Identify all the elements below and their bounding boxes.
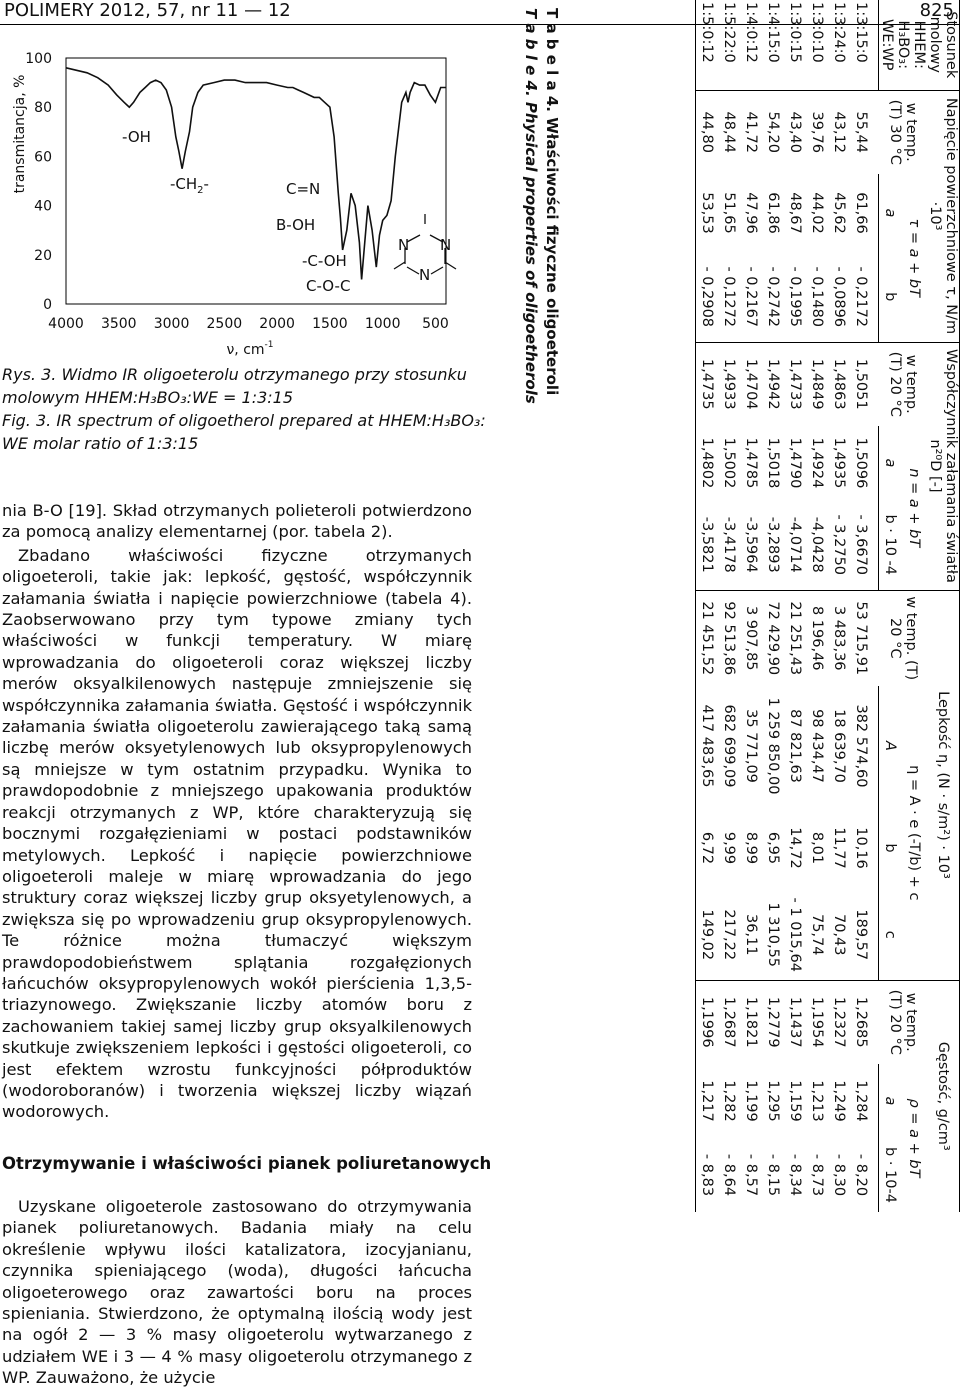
table-cell: 1,249 <box>831 1080 847 1122</box>
temp-visc: w temp. (T) 20 °C <box>879 590 928 686</box>
col-visc-c: c <box>879 890 902 980</box>
row-label: 1:3:0:10 <box>809 2 825 63</box>
table-cell: 72 429,90 <box>762 590 784 686</box>
table-row <box>828 0 850 1212</box>
table-captions <box>520 8 562 404</box>
table-cell: - 8,20 <box>853 1153 869 1197</box>
peak-label-coh: -C-OH <box>302 252 347 270</box>
y-tick-label: 60 <box>34 149 52 166</box>
y-axis-label-group <box>12 75 28 194</box>
table-cell: 1,2779 <box>762 980 784 1064</box>
table-row <box>696 0 719 1212</box>
table-cell: 1,5051 <box>850 342 879 426</box>
table-cell: 8 196,46 <box>806 590 828 686</box>
group-viscosity: Lepkość η, (N · s/m²) · 10³ <box>927 590 960 980</box>
table-cell: 8,99 <box>743 831 759 865</box>
table-cell: 55,44 <box>850 90 879 174</box>
table-cell: 1,1821 <box>740 980 762 1064</box>
table-cell: 1,4924 <box>809 437 825 489</box>
row-label: 1:4:15:0 <box>765 2 781 63</box>
table-cell: 51,65 <box>721 192 737 234</box>
table-row <box>762 0 784 1212</box>
table-cell: -4,0428 <box>809 516 825 573</box>
y-tick-label: 20 <box>34 247 52 264</box>
table-cell: 1,282 <box>721 1080 737 1122</box>
table-cell: 1,2687 <box>718 980 740 1064</box>
table-cell: 41,72 <box>740 90 762 174</box>
table-cell: 47,96 <box>743 192 759 234</box>
table-cell: 149,02 <box>696 890 719 980</box>
table-cell: 1,213 <box>809 1080 825 1122</box>
x-tick-label: 4000 <box>48 316 84 332</box>
table-cell: - 0,1995 <box>787 266 803 328</box>
x-tick-label: 500 <box>422 316 449 332</box>
x-tick-label: 1000 <box>364 316 401 332</box>
x-tick-label: 2000 <box>259 316 295 332</box>
table-cell: 44,02 <box>809 192 825 234</box>
properties-table <box>695 0 960 1212</box>
table-row <box>850 0 879 1212</box>
table-cell: 21 451,52 <box>696 590 719 686</box>
table-cell: 382 574,60 <box>853 704 869 788</box>
ratio-label-1: Stosunek <box>943 11 959 79</box>
table-cell: 6,95 <box>765 831 781 865</box>
body-paragraph-block-2 <box>2 1196 472 1389</box>
table-cell: 1 259 850,00 <box>765 697 781 795</box>
table-cell: 1,1996 <box>696 980 719 1064</box>
table-cell: - 0,2742 <box>765 266 781 328</box>
table-cell: - 8,64 <box>721 1153 737 1197</box>
peak-annotations <box>122 128 350 295</box>
table-cell: -4,0714 <box>787 516 803 573</box>
triazine-ring-icon <box>394 214 456 284</box>
ratio-label-4: H₃BO₃: <box>895 20 911 70</box>
table-cell: 54,20 <box>762 90 784 174</box>
table-cell: - 3,6670 <box>853 514 869 576</box>
eq-tension: τ = a + bT <box>906 218 922 297</box>
table-cell: 1,2327 <box>828 980 850 1064</box>
x-tick-label: 2500 <box>206 316 243 332</box>
table-cell: - 8,30 <box>831 1153 847 1197</box>
table-cell: - 8,15 <box>765 1153 781 1197</box>
table-cell: - 0,2167 <box>743 266 759 328</box>
table-row <box>784 0 806 1212</box>
col-refr-a: a <box>879 426 902 500</box>
row-label: 1:3:15:0 <box>853 2 869 63</box>
table-cell: 43,12 <box>828 90 850 174</box>
triazine-atom-2: N <box>440 236 452 254</box>
table-cell: 87 821,63 <box>787 709 803 783</box>
table-cell: 10,16 <box>853 827 869 869</box>
table-4 <box>520 0 960 1387</box>
table-cell: - 8,34 <box>787 1153 803 1197</box>
peak-label-boh: B-OH <box>276 216 316 234</box>
table-cell: 1,4704 <box>740 342 762 426</box>
y-tick-label: 80 <box>34 100 52 117</box>
ir-spectrum-chart <box>0 34 475 364</box>
table-cell: - 0,2908 <box>696 252 719 342</box>
table-cell: 1,4849 <box>806 342 828 426</box>
table-cell: 1,1437 <box>784 980 806 1064</box>
col-visc-b: b <box>879 806 902 890</box>
row-label: 1:3:0:15 <box>787 2 803 63</box>
temp-refr: w temp. (T) 20 °C <box>879 342 928 426</box>
table-cell: 1,4863 <box>828 342 850 426</box>
eq-visc: η = A · e (-T/b) + c <box>906 765 922 901</box>
peak-label-coc: C-O-C <box>306 277 351 295</box>
group-refraction: Współczynnik załamania światła n²⁰D [-] <box>927 342 960 590</box>
triazine-atom-3: N <box>419 266 431 284</box>
temp-dens: w temp. (T) 20 °C <box>879 980 928 1064</box>
table-cell: - 0,1272 <box>721 266 737 328</box>
table-cell: 1,4785 <box>743 437 759 489</box>
table-caption-pl: T a b e l a 4. Właściwości fizyczne oligoeteroli <box>543 8 561 396</box>
table-cell: 1,1954 <box>806 980 828 1064</box>
section-title: Otrzymywanie i właściwości pianek poliuretanowych <box>2 1154 492 1173</box>
table-cell: 11,77 <box>831 827 847 869</box>
row-label: 1:5:22:0 <box>721 2 737 63</box>
col-dens-a: a <box>879 1064 902 1138</box>
table-cell: 1,4933 <box>718 342 740 426</box>
journal-header: POLIMERY 2012, 57, nr 11 — 12 <box>4 0 291 21</box>
table-row <box>718 0 740 1212</box>
ratio-label-2: molowy <box>927 16 943 73</box>
table-cell: 53,53 <box>696 174 719 252</box>
paragraph-1: nia B-O [19]. Skład otrzymanych polieteroli potwierdzono za pomocą analizy elementarnej (por. tabela 2). <box>2 501 472 542</box>
table-cell: 1,4733 <box>784 342 806 426</box>
table-cell: 1,2685 <box>850 980 879 1064</box>
caption-en-line2: WE molar ratio of 1:3:15 <box>2 434 199 453</box>
y-tick-label: 100 <box>25 51 52 67</box>
table-cell: 3 483,36 <box>828 590 850 686</box>
group-density: Gęstość, g/cm³ <box>927 980 960 1212</box>
table-cell: 75,74 <box>809 913 825 956</box>
table-row <box>806 0 828 1212</box>
table-cell: - 8,73 <box>809 1153 825 1197</box>
table-cell: 48,67 <box>787 192 803 234</box>
table-cell: 98 434,47 <box>809 709 825 783</box>
table-cell: 1,4935 <box>831 437 847 489</box>
triazine-atom-1: N <box>398 236 410 254</box>
table-cell: 1,4942 <box>762 342 784 426</box>
ratio-label-5: WE:WP <box>879 19 895 71</box>
table-cell: -3,2893 <box>765 516 781 573</box>
table-cell: 70,43 <box>831 913 847 956</box>
table-cell: - 3,2750 <box>831 514 847 576</box>
table-caption-en: T a b l e 4. Physical properties of oligoetherols <box>522 8 540 404</box>
table-cell: 3 907,85 <box>740 590 762 686</box>
table-cell: 217,22 <box>721 909 737 961</box>
peak-label-ch2: $-CH_2-$ <box>170 175 209 196</box>
table-cell: -3,4178 <box>721 516 737 573</box>
eq-refr: n = a + bT <box>906 468 922 548</box>
table-cell: 6,72 <box>696 806 719 890</box>
table-body <box>696 0 879 1212</box>
table-cell: - 0,0896 <box>831 266 847 328</box>
row-label: 1:3:24:0 <box>831 2 847 63</box>
col-tension-b: b <box>879 252 902 342</box>
table-cell: - 1 015,64 <box>787 897 803 972</box>
table-cell: - 8,57 <box>743 1153 759 1197</box>
table-cell: 1,5002 <box>721 437 737 489</box>
x-tick-label: 3000 <box>153 316 190 332</box>
temp-tension: w temp. (T) 30 °C <box>879 90 928 174</box>
table-cell: 1,199 <box>743 1080 759 1122</box>
table-cell: 18 639,70 <box>831 709 847 783</box>
y-tick-label: 0 <box>43 297 52 313</box>
header-ratio <box>879 0 960 90</box>
table-cell: 1,284 <box>853 1080 869 1122</box>
table-cell: 48,44 <box>718 90 740 174</box>
caption-en-line1: Fig. 3. IR spectrum of oligoetherol prepared at HHEM:H₃BO₃: <box>2 411 486 430</box>
table-cell: 9,99 <box>721 831 737 865</box>
body-paragraph-block <box>2 500 472 1123</box>
y-axis-label: transmitancja, % <box>12 74 28 194</box>
table-cell: 1,4790 <box>787 437 803 489</box>
x-ticks <box>48 316 449 332</box>
table-cell: 92 513,86 <box>718 590 740 686</box>
table-cell: 1,159 <box>787 1080 803 1122</box>
table-cell: 1,5018 <box>765 437 781 489</box>
table-cell: 36,11 <box>743 913 759 956</box>
eq-dens: ρ = a + bT <box>906 1098 922 1178</box>
table-cell: - 0,1480 <box>809 266 825 328</box>
row-label: 1:5:0:12 <box>696 0 719 90</box>
y-tick-label: 40 <box>34 198 52 215</box>
table-cell: - 8,83 <box>696 1138 719 1212</box>
table-cell: 44,80 <box>696 90 719 174</box>
table-row <box>740 0 762 1212</box>
x-tick-label: 3500 <box>100 316 137 332</box>
paragraph-3: Uzyskane oligoeterole zastosowano do otrzymywania pianek poliuretanowych. Badania miały na celu określenie wpływu ilości katalizatora, izocyjanianu, czynnika spieniającego (woda), długości łańcucha oligoeterowego oraz zawartości boru na proces spieniania. Stwierdzono, że optymalną ilością wody jest na ogół 2 — 3 % masy oligoeterolu wytwarzanego z udziałem WE i 3 — 4 % masy oligoeterolu otrzymanego z WP. Zauważono, że użycie <box>2 1197 472 1388</box>
plot-frame <box>66 58 446 304</box>
table-cell: 1,4802 <box>696 426 719 500</box>
table-cell: 1,217 <box>696 1064 719 1138</box>
paragraph-2: Zbadano właściwości fizyczne otrzymanych oligoeteroli, takie jak: lepkość, gęstość, współczynnik załamania światła i napięcie powierzchniowe (tabela 4). Zaobserwowano przy tym typowe zmiany tych właściwości w funkcji temperatury. W miarę wprowadzania do oligoeteroli coraz większej liczby merów oksyalkilenowych następuje zmniejszenie się współczynnika załamania światła. Gęstość i współczynnik załamania światła oligoeterolu zawierającego taką samą liczbę merów oksyetylenowych lub oksypropylenowych są mniejsze w tym ostatnim przypadku. Wynika to prawdopodobnie z mniejszego upakowania produktów reakcji otrzymanych z WP, które charakteryzują się bocznymi rozgałęzieniami w postaci podstawników metylowych. Lepkość i napięcie powierzchniowe oligoeteroli maleje w miarę wprowadzania do jego struktury coraz większej liczby grup oksyetylenowych, a zwiększa się po wprowadzeniu grup oksypropylenowych. Te różnice można tłumaczyć większym prawdopodobieństwem splątania rozgałęzionych łańcuchów oksypropylenowych wokół pierścienia 1,3,5-triazynowego. Zwiększanie liczby atomów boru z zachowaniem takiej samej liczby grup oksyalkilenowych skutkuje zwiększeniem lepkości i gęstości oligoeteroli, co jest efektem wzrostu funkcyjności półproduktów (wodoroboranów) i tworzenia większej liczby wiązań wodorowych. <box>2 545 472 1122</box>
table-cell: 8,01 <box>809 831 825 865</box>
row-label: 1:4:0:12 <box>743 2 759 63</box>
table-cell: 43,40 <box>784 90 806 174</box>
table-cell: - 0,2172 <box>853 266 869 328</box>
table-cell: 1,4735 <box>696 342 719 426</box>
table-cell: -3,5821 <box>696 500 719 590</box>
col-tension-a: a <box>879 174 902 252</box>
col-visc-A: A <box>879 686 902 806</box>
table-cell: 21 251,43 <box>784 590 806 686</box>
table-cell: 189,57 <box>853 909 869 961</box>
table-cell: 53 715,91 <box>850 590 879 686</box>
caption-pl-line1: Rys. 3. Widmo IR oligoeterolu otrzymanego przy stosunku <box>2 365 467 384</box>
table-cell: -3,5964 <box>743 516 759 573</box>
peak-label-oh: -OH <box>122 128 151 146</box>
col-dens-b: b · 10-4 <box>879 1138 902 1212</box>
table-cell: 45,62 <box>831 192 847 234</box>
table-cell: 417 483,65 <box>696 686 719 806</box>
page-number: 825 <box>919 0 954 21</box>
table-cell: 61,86 <box>765 192 781 234</box>
group-tension: Napięcie powierzchniowe τ, N/m ·10³ <box>927 90 960 342</box>
table-cell: 35 771,09 <box>743 709 759 783</box>
table-cell: 1 310,55 <box>765 902 781 968</box>
table-cell: 1,295 <box>765 1080 781 1122</box>
spectrum-line <box>66 68 446 280</box>
table-cell: 14,72 <box>787 827 803 869</box>
caption-pl-line2: molowym HHEM:H₃BO₃:WE = 1:3:15 <box>2 388 294 407</box>
ratio-label-3: HHEM: <box>911 20 927 69</box>
y-ticks <box>25 51 52 313</box>
x-tick-label: 1500 <box>312 316 348 332</box>
x-axis-label: ν, $cm^{-1}$ <box>226 340 274 358</box>
table-cell: 1,5096 <box>853 437 869 489</box>
peak-label-cn: C=N <box>286 180 321 198</box>
table-cell: 682 699,09 <box>721 704 737 788</box>
col-refr-b: b · 10 -4 <box>879 500 902 590</box>
table-cell: 61,66 <box>853 192 869 234</box>
figure-caption <box>2 363 486 455</box>
table-cell: 39,76 <box>806 90 828 174</box>
